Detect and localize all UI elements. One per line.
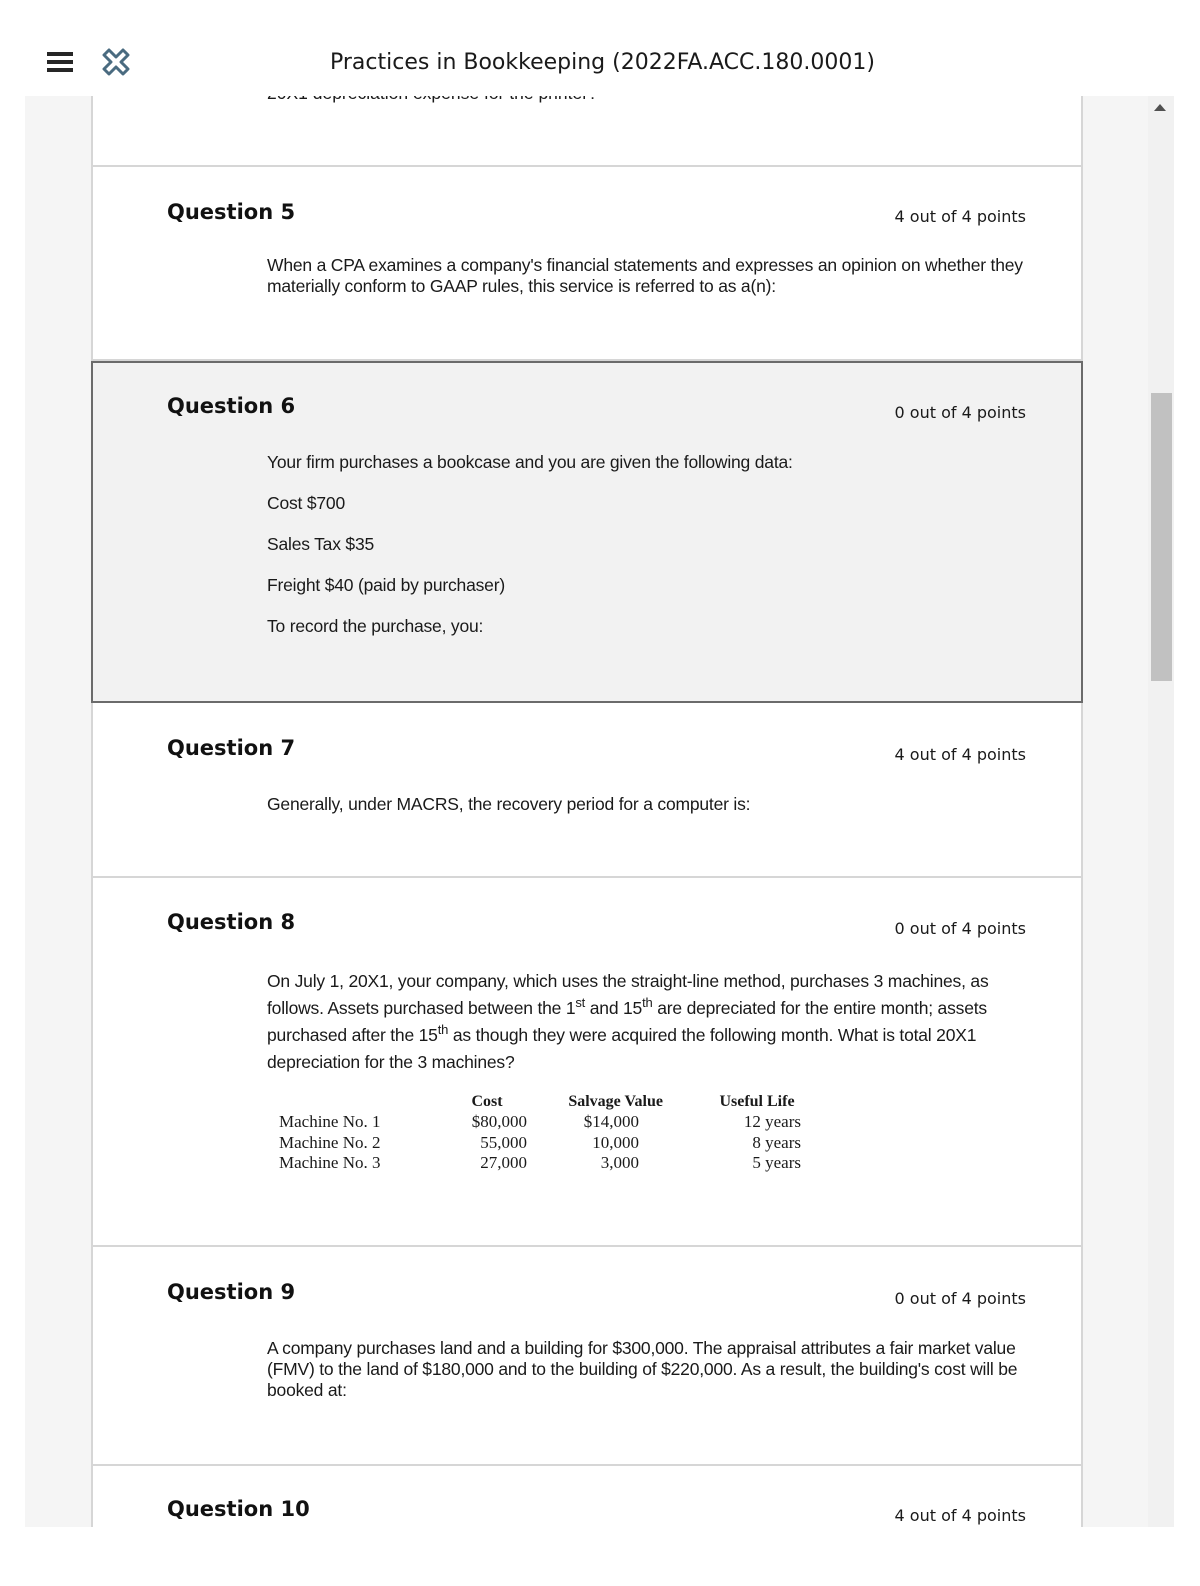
question-line: Cost $700 [267, 493, 345, 513]
ordinal-suffix: st [575, 995, 586, 1011]
table-cell: Machine No. 2 [279, 1132, 381, 1152]
question-title: Question 8 [167, 910, 296, 934]
question-title: Question 5 [167, 200, 296, 224]
question-8[interactable] [93, 878, 1081, 1247]
question-points: 4 out of 4 points [894, 745, 1026, 764]
machine-data-table [279, 1092, 811, 1174]
question-points: 4 out of 4 points [894, 207, 1026, 226]
question-points: 0 out of 4 points [894, 919, 1026, 938]
table-cell: $80,000 [471, 1112, 527, 1131]
question-5[interactable] [93, 167, 1081, 361]
page-title: Practices in Bookkeeping (2022FA.ACC.180.0001) [330, 50, 875, 75]
table-cell: 55,000 [480, 1132, 527, 1152]
table-cell: $14,000 [583, 1112, 639, 1131]
question-title: Question 10 [167, 1497, 310, 1521]
table-cell: 12 years [743, 1112, 801, 1131]
app-header [0, 0, 1200, 96]
question-line: Your firm purchases a bookcase and you are given the following data: [267, 452, 793, 472]
question-7[interactable] [93, 703, 1081, 878]
question-text [267, 452, 1037, 657]
scroll-up-arrow-icon[interactable] [1154, 104, 1166, 111]
table-cell: 10,000 [592, 1132, 639, 1152]
question-text-part: On July 1, 20X1, your company, which uses the straight-line method, purchases 3 machines, as follows. Assets purchased between the 1 [267, 971, 989, 1018]
question-list [91, 96, 1083, 1527]
question-text: A company purchases land and a building for $300,000. The appraisal attributes a fair market value (FMV) to the land of $180,000 and to the building of $220,000. As a result, the building's cost will be booked at: [267, 1338, 1018, 1400]
table-cell: Machine No. 1 [279, 1112, 381, 1131]
table-header: Salvage Value [568, 1093, 663, 1110]
ordinal-suffix: th [437, 1022, 449, 1038]
table-row [279, 1153, 811, 1174]
question-line: Sales Tax $35 [267, 534, 375, 554]
question-text-part: and 15 [585, 998, 643, 1018]
table-header [279, 1092, 447, 1112]
question-title: Question 7 [167, 736, 296, 760]
hamburger-menu-icon[interactable] [47, 52, 73, 72]
table-cell: 27,000 [480, 1153, 527, 1172]
question-title: Question 9 [167, 1280, 296, 1304]
close-icon[interactable] [100, 46, 132, 78]
question-6[interactable] [91, 361, 1083, 703]
table-header-row [279, 1092, 811, 1112]
question-9[interactable] [93, 1247, 1081, 1466]
question-points: 4 out of 4 points [894, 1506, 1026, 1525]
question-text: When a CPA examines a company's financial statements and expresses an opinion on whether they materially conform to GAAP rules, this service is referred to as a(n): [267, 255, 1023, 296]
vertical-scrollbar[interactable] [1148, 96, 1174, 1527]
question-points: 0 out of 4 points [894, 403, 1026, 422]
question-text: Generally, under MACRS, the recovery period for a computer is: [267, 794, 751, 814]
table-header: Cost [471, 1093, 503, 1110]
question-10[interactable] [93, 1466, 1081, 1586]
right-gutter [1083, 96, 1148, 1527]
question-text-part: are depreciated for the entire month; assets purchased after the 15 [267, 998, 987, 1045]
table-row [279, 1112, 811, 1133]
question-text [267, 968, 1027, 1076]
question-line: To record the purchase, you: [267, 616, 484, 636]
scroll-thumb[interactable] [1151, 393, 1172, 681]
bottom-strip [0, 1527, 1200, 1553]
ordinal-suffix: th [642, 995, 653, 1011]
table-row [279, 1133, 811, 1154]
table-cell: 8 years [752, 1132, 801, 1152]
table-cell: 3,000 [600, 1153, 639, 1172]
table-cell: Machine No. 3 [279, 1153, 381, 1172]
question-line: Freight $40 (paid by purchaser) [267, 575, 505, 595]
previous-question-fragment[interactable] [93, 96, 1081, 167]
question-points: 0 out of 4 points [894, 1289, 1026, 1308]
left-gutter [25, 96, 91, 1527]
table-cell: 5 years [752, 1153, 801, 1172]
question-title: Question 6 [167, 394, 296, 418]
question-text-part: as though they were acquired the following month. What is total 20X1 depreciation for the 3 machines? [267, 1025, 977, 1072]
table-header: Useful Life [719, 1093, 795, 1110]
